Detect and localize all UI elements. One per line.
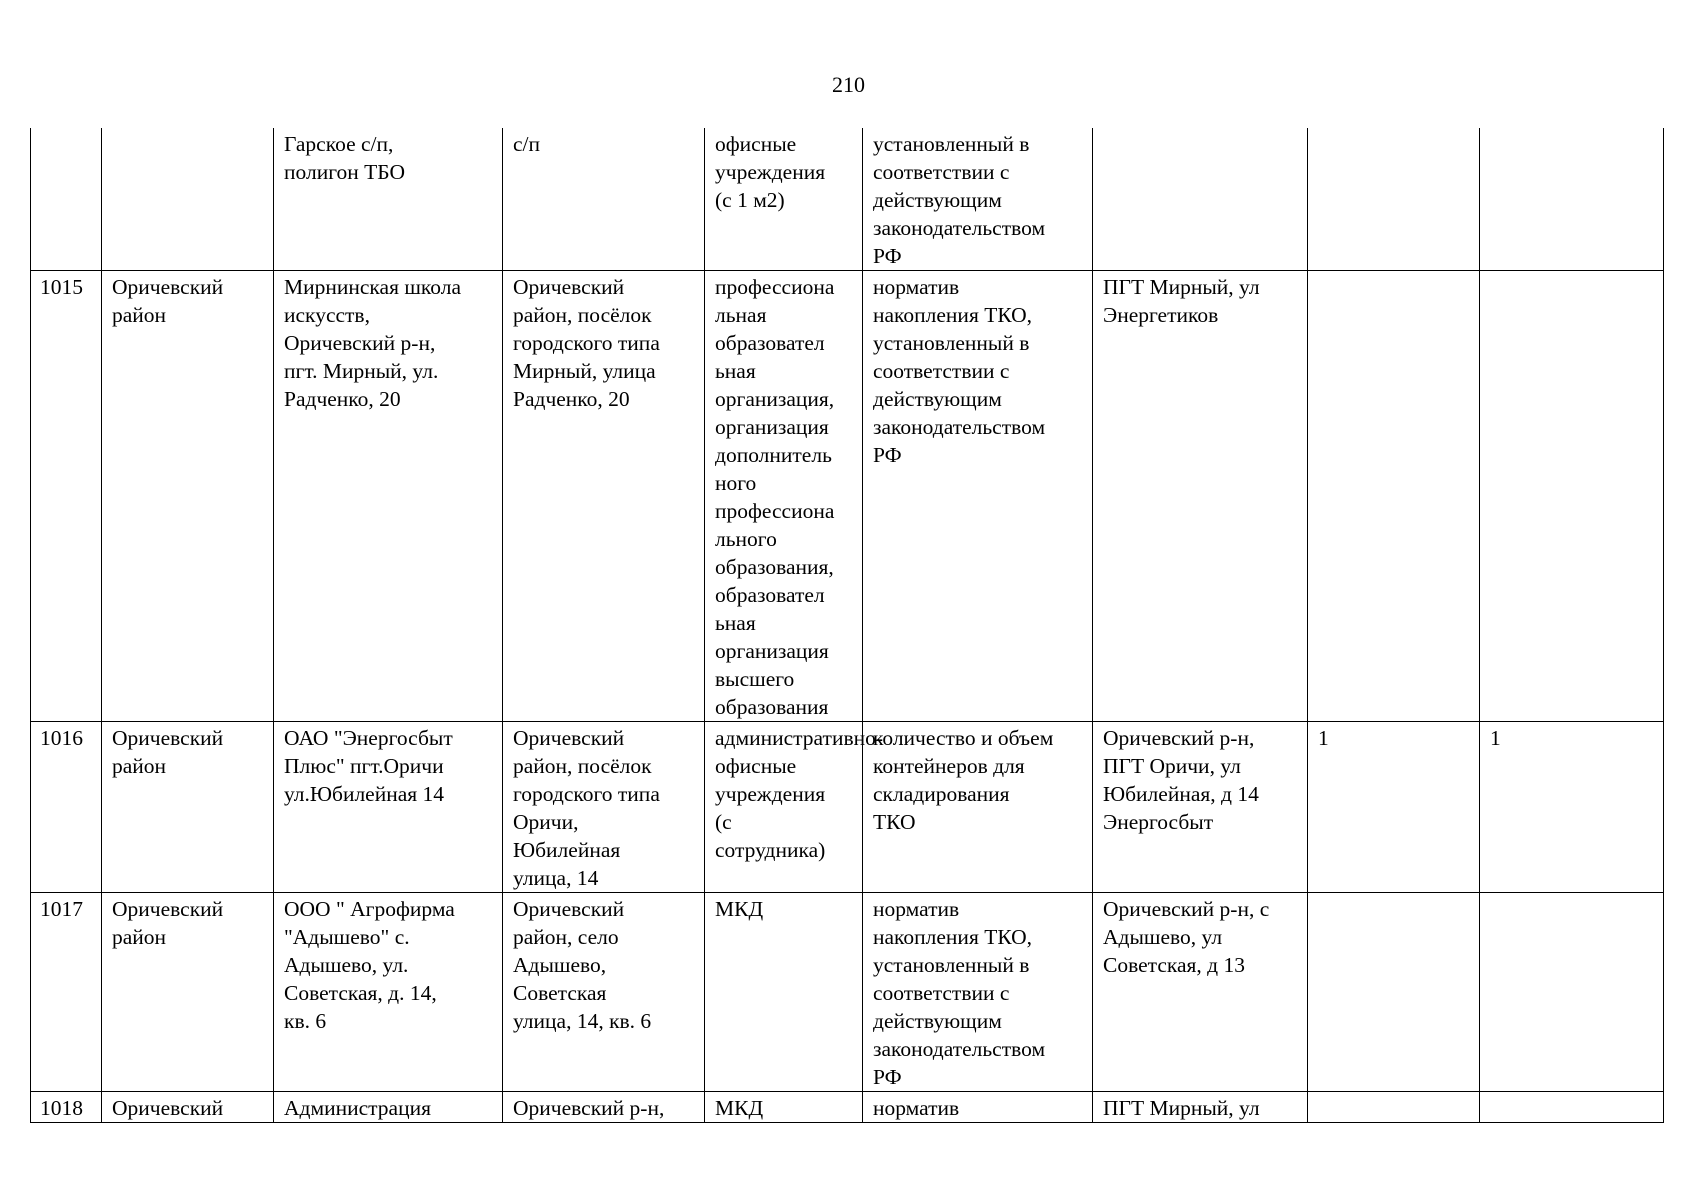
row-number-cell: 1016 <box>31 722 102 893</box>
count-cell <box>1480 1092 1664 1123</box>
table-row <box>31 893 1664 1092</box>
category-cell: МКД <box>705 1092 863 1123</box>
address-cell: с/п <box>503 128 705 271</box>
count-cell <box>1308 1092 1480 1123</box>
address-cell: Оричевский район, село Адышево, Советская улица, 14, кв. 6 <box>503 893 705 1092</box>
table-row <box>31 271 1664 722</box>
row-number-cell: 1017 <box>31 893 102 1092</box>
norm-cell: установленный в соответствии с действующим законодательством РФ <box>863 128 1093 271</box>
table-row <box>31 722 1664 893</box>
source-name-cell: Гарское с/п, полигон ТБО <box>274 128 503 271</box>
address-cell: Оричевский район, посёлок городского типа Мирный, улица Радченко, 20 <box>503 271 705 722</box>
category-cell: МКД <box>705 893 863 1092</box>
count-cell <box>1480 893 1664 1092</box>
location-cell: ПГТ Мирный, ул Энергетиков <box>1093 271 1308 722</box>
district-cell: Оричевский район <box>102 893 274 1092</box>
district-cell: Оричевский район <box>102 271 274 722</box>
location-cell: Оричевский р-н, с Адышево, ул Советская, д 13 <box>1093 893 1308 1092</box>
category-cell: административно- офисные учреждения (с сотрудника) <box>705 722 863 893</box>
count-cell <box>1308 128 1480 271</box>
page-number: 210 <box>832 72 865 97</box>
row-number-cell: 1018 <box>31 1092 102 1123</box>
count-cell <box>1308 893 1480 1092</box>
waste-site-registry-table <box>30 128 1664 1123</box>
source-name-cell: Администрация <box>274 1092 503 1123</box>
count-cell <box>1480 271 1664 722</box>
row-number-cell <box>31 128 102 271</box>
source-name-cell: ОАО "Энергосбыт Плюс" пгт.Оричи ул.Юбилейная 14 <box>274 722 503 893</box>
location-cell: Оричевский р-н, ПГТ Оричи, ул Юбилейная, д 14 Энергосбыт <box>1093 722 1308 893</box>
norm-cell: норматив <box>863 1092 1093 1123</box>
address-cell: Оричевский р-н, <box>503 1092 705 1123</box>
address-cell: Оричевский район, посёлок городского типа Оричи, Юбилейная улица, 14 <box>503 722 705 893</box>
row-number-cell: 1015 <box>31 271 102 722</box>
count-cell: 1 <box>1480 722 1664 893</box>
source-name-cell: Мирнинская школа искусств, Оричевский р-н, пгт. Мирный, ул. Радченко, 20 <box>274 271 503 722</box>
district-cell: Оричевский <box>102 1092 274 1123</box>
district-cell: Оричевский район <box>102 722 274 893</box>
category-cell: офисные учреждения (с 1 м2) <box>705 128 863 271</box>
norm-cell: норматив накопления ТКО, установленный в соответствии с действующим законодательством РФ <box>863 271 1093 722</box>
district-cell <box>102 128 274 271</box>
category-cell: профессиона льная образовател ьная организация, организация дополнитель ного профессиона льного образования, образовател ьная организация высшего образования <box>705 271 863 722</box>
norm-cell: количество и объем контейнеров для складирования ТКО <box>863 722 1093 893</box>
table-row <box>31 1092 1664 1123</box>
source-name-cell: ООО " Агрофирма "Адышево" с. Адышево, ул. Советская, д. 14, кв. 6 <box>274 893 503 1092</box>
count-cell: 1 <box>1308 722 1480 893</box>
count-cell <box>1480 128 1664 271</box>
count-cell <box>1308 271 1480 722</box>
table-row <box>31 128 1664 271</box>
location-cell <box>1093 128 1308 271</box>
norm-cell: норматив накопления ТКО, установленный в соответствии с действующим законодательством РФ <box>863 893 1093 1092</box>
location-cell: ПГТ Мирный, ул <box>1093 1092 1308 1123</box>
